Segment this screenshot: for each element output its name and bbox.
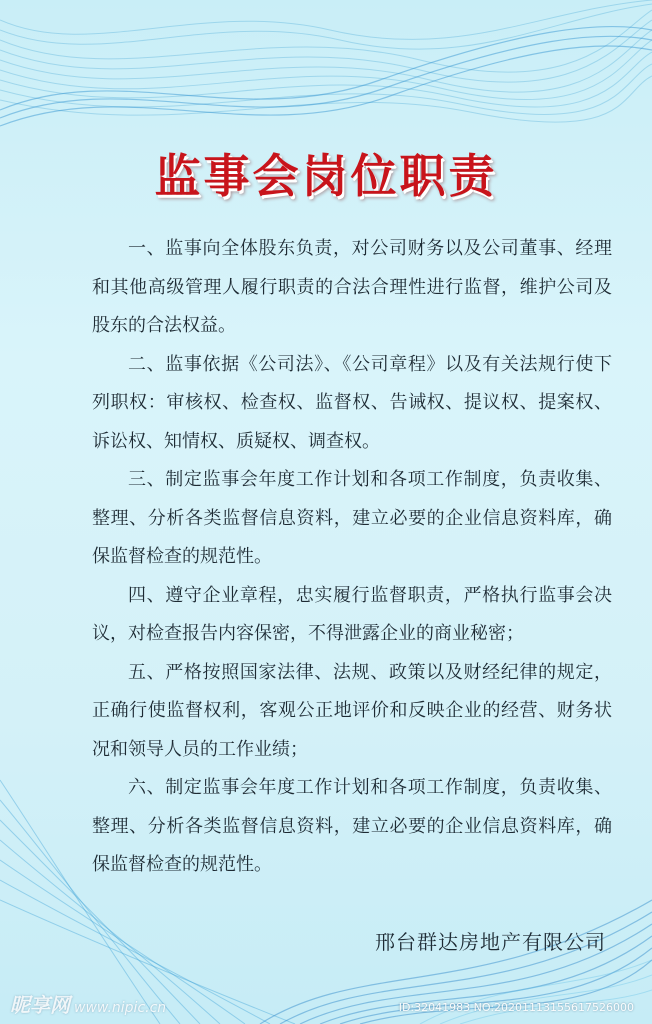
duty-paragraph-4: 四、遵守企业章程，忠实履行监督职责，严格执行监事会决议，对检查报告内容保密，不得泄露企业的商业秘密； <box>92 584 612 644</box>
watermark-site: www.nipic.cn <box>74 1000 167 1016</box>
company-name: 邢台群达房地产有限公司 <box>375 930 606 954</box>
duty-paragraph-5: 五、严格按照国家法律、法规、政策以及财经纪律的规定，正确行使监督权利，客观公正地评价和反映企业的经营、财务状况和领导人员的工作业绩； <box>92 661 612 760</box>
duty-paragraph-1: 一、监事向全体股东负责，对公司财务以及公司董事、经理和其他高级管理人履行职责的合法合理性进行监督，维护公司及股东的合法权益。 <box>92 238 612 336</box>
duty-paragraph-6: 六、制定监事会年度工作计划和各项工作制度，负责收集、整理、分析各类监督信息资料，建立必要的企业信息资料库，确保监督检查的规范性。 <box>92 777 612 875</box>
duty-list <box>92 230 612 885</box>
watermark-id: ID:32041983 NO:20201113155617526000 <box>398 1001 634 1014</box>
duty-paragraph-2: 二、监事依据《公司法》、《公司章程》以及有关法规行使下列职权：审核权、检查权、监督权、告诫权、提议权、提案权、诉讼权、知情权、质疑权、调查权。 <box>92 353 612 452</box>
watermark-brand <box>10 989 166 1018</box>
page-title: 监事会岗位职责 <box>154 149 498 203</box>
duty-paragraph-3: 三、制定监事会年度工作计划和各项工作制度，负责收集、整理、分析各类监督信息资料，建立必要的企业信息资料库，确保监督检查的规范性。 <box>92 469 612 567</box>
watermark-brand-name: 昵享网 <box>10 993 70 1017</box>
